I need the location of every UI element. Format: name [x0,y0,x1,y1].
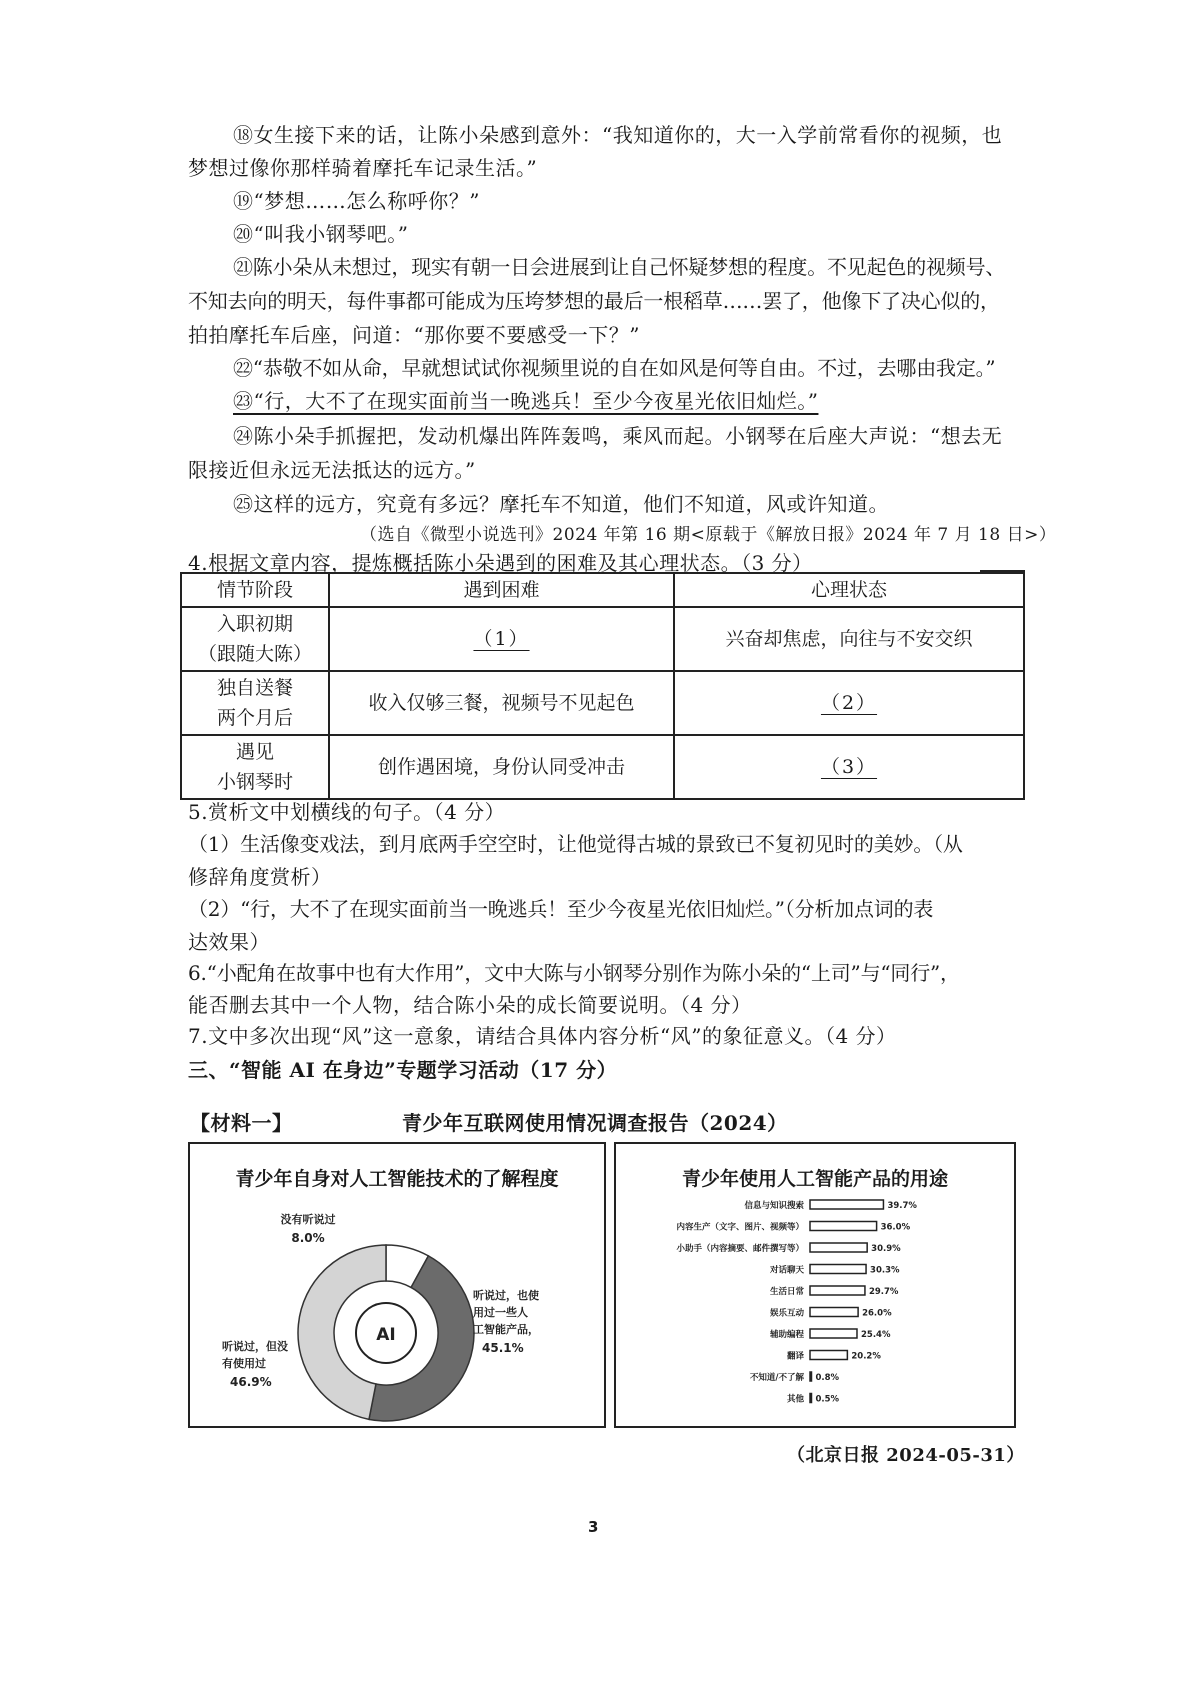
stage-cell [181,607,329,671]
paragraph-18-line2: 梦想过像你那样骑着摩托车记录生活。” [188,156,538,180]
bar-value-label: 0.8% [815,1373,840,1383]
header-state: 心理状态 [674,573,1024,607]
slice-label-not-heard: 没有听说过 [280,1213,336,1226]
donut-chart-title: 青少年自身对人工智能技术的了解程度 [235,1168,559,1190]
ai-center-label: AI [376,1325,396,1345]
state-cell [674,671,1024,735]
stage-label: 入职初期 [216,613,293,635]
bar-category-label: 生活日常 [769,1287,804,1297]
section-3-heading: 三、“智能 AI 在身边”专题学习活动（17 分） [188,1058,618,1082]
bar-category-label: 内容生产（文字、图片、视频等） [676,1222,804,1233]
paragraph-19: ⑲“梦想……怎么称呼你？” [233,189,480,213]
bar-category-label: 其他 [786,1394,804,1405]
bar-chart-svg [616,1144,1014,1426]
bar-category-label: 翻译 [786,1351,804,1362]
bar-value-label: 36.0% [880,1222,911,1233]
material-source: （北京日报 2024-05-31） [787,1445,1025,1466]
paragraph-23-underlined: ㉓“行，大不了在现实面前当一晚逃兵！至少今夜星光依旧灿烂。” [233,389,819,413]
bar-value-label: 39.7% [887,1201,917,1211]
source-citation: （选自《微型小说选刊》2024 年第 16 期<原载于《解放日报》2024 年 7 月 18 日>） [360,525,1057,545]
question-5-item1-line2: 修辞角度赏析） [188,865,332,889]
question-6-line1: 6.“小配角在故事中也有大作用”，文中大陈与小钢琴分别作为陈小朵的“上司”与“同行”， [188,961,960,985]
paragraph-20: ⑳“叫我小钢琴吧。” [233,222,409,246]
answer-blank-3: （3） [820,756,878,778]
bar-category-label: 对话聊天 [769,1265,804,1276]
question-4: 4.根据文章内容，提炼概括陈小朵遇到的困难及其心理状态。（3 分） [188,551,813,575]
header-stage: 情节阶段 [181,573,329,607]
paragraph-24-line2: 限接近但永远无法抵达的远方。” [188,458,476,482]
stage-sublabel: （跟随大陈） [197,643,312,665]
stage-cell [181,735,329,799]
slice-value-used: 45.1% [482,1341,524,1355]
answer-blank-1: （1） [473,628,530,650]
stage-sublabel: 小钢琴时 [216,771,293,793]
bar [810,1200,883,1209]
question-5-item1-line1: （1）生活像变戏法，到月底两手空空时，让他觉得古城的景致已不复初见时的美妙。（从 [188,832,963,856]
paragraph-22: ㉒“恭敬不如从命，早就想试试你视频里说的自在如风是何等自由。不过，去哪由我定。” [233,356,996,380]
slice-label-heard-not-used: 听说过，但没有使用过 [222,1340,288,1370]
question-5-item2-line2: 达效果） [188,930,270,954]
question-6-line2: 能否删去其中一个人物，结合陈小朵的成长简要说明。（4 分） [188,993,752,1017]
answer-blank-2: （2） [820,692,878,714]
stage-label: 独自送餐 [216,677,293,699]
bar-category-label: 娱乐互动 [769,1308,804,1319]
bar [810,1372,812,1381]
paragraph-21-line1: ㉑陈小朵从未想过，现实有朝一日会进展到让自己怀疑梦想的程度。不见起色的视频号、 [233,255,1006,279]
question-5-item2-line1: （2）“行，大不了在现实面前当一晚逃兵！至少今夜星光依旧灿烂。”（分析加点词的表 [188,897,934,921]
bar-chart-panel [614,1142,1016,1428]
difficulty-cell: 创作遇困境，身份认同受冲击 [329,735,674,799]
bar-value-label: 30.3% [870,1265,900,1276]
question-7: 7.文中多次出现“风”这一意象，请结合具体内容分析“风”的象征意义。（4 分） [188,1024,897,1048]
difficulty-cell: 收入仅够三餐，视频号不见起色 [329,671,674,735]
paragraph-21-line3: 拍拍摩托车后座，问道：“那你要不要感受一下？” [188,323,640,347]
stage-cell [181,671,329,735]
bar [810,1329,857,1338]
bar [810,1265,866,1274]
slice-value-heard-not-used: 46.9% [230,1375,272,1389]
bar [810,1351,847,1360]
bar [810,1308,858,1317]
page-number: 3 [588,1518,599,1536]
bar-category-label: 不知道/不了解 [749,1373,804,1383]
paragraph-24-line1: ㉔陈小朵手抓握把，发动机爆出阵阵轰鸣，乘风而起。小钢琴在后座大声说：“想去无 [233,424,1003,448]
difficulty-cell [329,607,674,671]
material-tag: 【材料一】 [190,1111,293,1135]
bar-chart-title: 青少年使用人工智能产品的用途 [681,1168,948,1190]
bar-value-label: 29.7% [868,1287,899,1297]
bar-category-label: 小助手（内容摘要、邮件撰写等） [676,1244,804,1254]
bar-value-label: 30.9% [871,1244,901,1254]
bar-value-label: 0.5% [815,1394,840,1405]
state-cell: 兴奋却焦虑，向往与不安交织 [674,607,1024,671]
stage-sublabel: 两个月后 [216,707,293,729]
bar-value-label: 26.0% [862,1308,892,1319]
bar-value-label: 20.2% [851,1351,881,1362]
question-4-table [180,572,1025,800]
bar [810,1222,877,1231]
table-row [181,607,1024,671]
bar [810,1286,865,1295]
stage-label: 遇见 [235,741,274,763]
bar-value-label: 25.4% [860,1330,891,1340]
paragraph-25: ㉕这样的远方，究竟有多远？摩托车不知道，他们不知道，风或许知道。 [233,492,889,516]
paragraph-21-line2: 不知去向的明天，每件事都可能成为压垮梦想的最后一根稻草……罢了，他像下了决心似的， [188,289,1000,313]
bar-category-label: 辅助编程 [769,1330,804,1340]
bar [810,1243,867,1252]
paragraph-18-line1: ⑱女生接下来的话，让陈小朵感到意外：“我知道你的，大一入学前常看你的视频，也 [233,123,1003,147]
bar [810,1394,812,1403]
material-title: 青少年互联网使用情况调查报告（2024） [402,1111,788,1135]
bar-category-label: 信息与知识搜索 [744,1201,804,1211]
slice-label-used: 听说过，也使用过一些人工智能产品， [473,1289,539,1336]
table-row [181,735,1024,799]
question-5: 5.赏析文中划横线的句子。（4 分） [188,800,506,824]
header-difficulty: 遇到困难 [329,573,674,607]
table-header-row [181,573,1024,607]
donut-chart-panel [188,1142,606,1428]
donut-chart-svg [190,1144,604,1426]
table-row [181,671,1024,735]
slice-value-not-heard: 8.0% [291,1231,325,1245]
state-cell [674,735,1024,799]
